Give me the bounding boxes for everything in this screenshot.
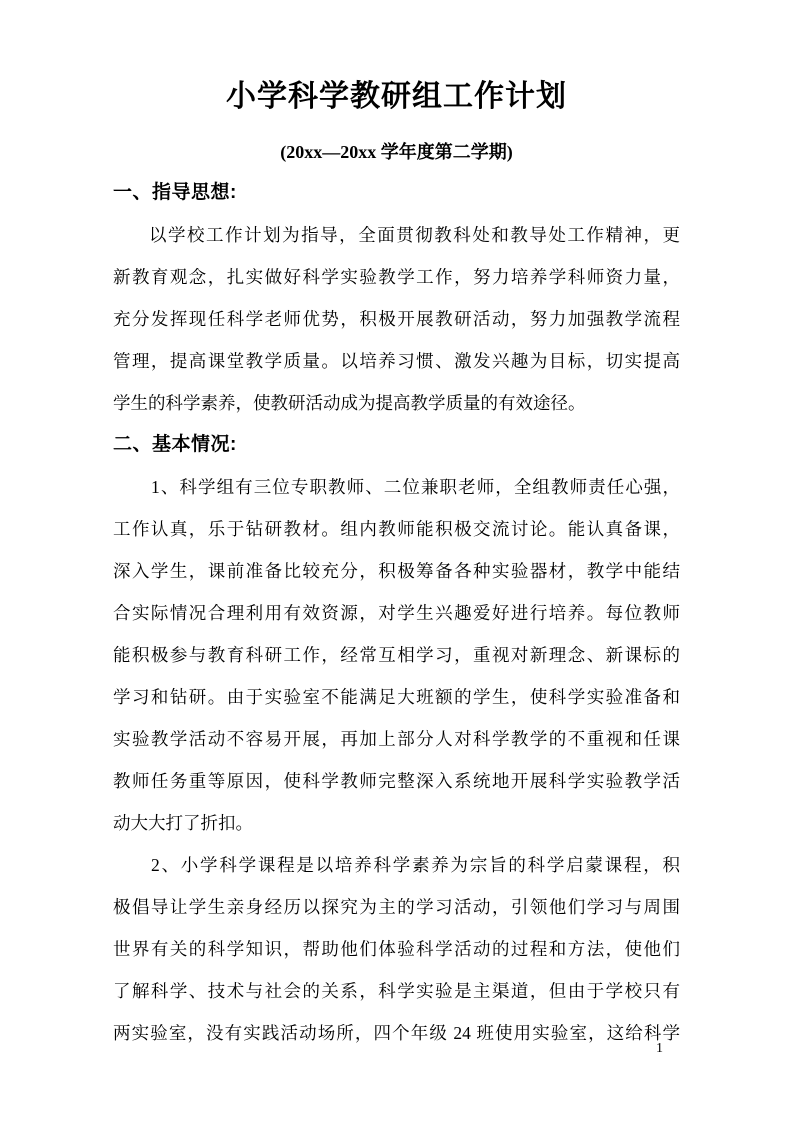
section-heading-2: 二、基本情况: [113,434,237,455]
body-line: 了解科学、技术与社会的关系，科学实验是主渠道，但由于学校只有 [113,981,680,1001]
body-line: 以学校工作计划为指导，全面贯彻教科处和教导处工作精神，更 [149,225,680,245]
body-line: 合实际情况合理利用有效资源，对学生兴趣爱好进行培养。每位教师 [113,603,680,623]
body-line: 世界有关的科学知识，帮助他们体验科学活动的过程和方法，使他们 [113,939,680,959]
body-line: 学习和钻研。由于实验室不能满足大班额的学生，使科学实验准备和 [113,687,680,707]
body-line: 管理，提高课堂教学质量。以培养习惯、激发兴趣为目标，切实提高 [113,351,680,371]
body-line: 教师任务重等原因，使科学教师完整深入系统地开展科学实验教学活 [113,771,680,791]
page-title: 小学科学教研组工作计划 [226,80,567,113]
body-line: 1、科学组有三位专职教师、二位兼职老师，全组教师责任心强， [151,477,680,497]
body-line: 工作认真，乐于钻研教材。组内教师能积极交流讨论。能认真备课， [113,519,680,539]
body-line: 能积极参与教育科研工作，经常互相学习，重视对新理念、新课标的 [113,645,680,665]
page-number: 1 [656,1041,663,1056]
section-heading-1: 一、指导思想: [113,182,237,203]
body-line: 深入学生，课前准备比较充分，积极筹备各种实验器材，教学中能结 [113,561,680,581]
body-line: 2、小学科学课程是以培养科学素养为宗旨的科学启蒙课程，积 [151,855,680,875]
body-line: 动大大打了折扣。 [113,813,253,833]
body-line: 充分发挥现任科学老师优势，积极开展教研活动，努力加强教学流程 [113,309,680,329]
doc-subtitle: (20xx—20xx 学年度第二学期) [280,142,513,162]
body-line: 极倡导让学生亲身经历以探究为主的学习活动，引领他们学习与周围 [113,897,680,917]
body-line: 新教育观念，扎实做好科学实验教学工作，努力培养学科师资力量， [113,267,680,287]
body-line: 学生的科学素养，使教研活动成为提高教学质量的有效途径。 [113,393,586,413]
body-line: 两实验室，没有实践活动场所，四个年级 24 班使用实验室，这给科学 [113,1023,680,1043]
body-line: 实验教学活动不容易开展，再加上部分人对科学教学的不重视和任课 [113,729,680,749]
